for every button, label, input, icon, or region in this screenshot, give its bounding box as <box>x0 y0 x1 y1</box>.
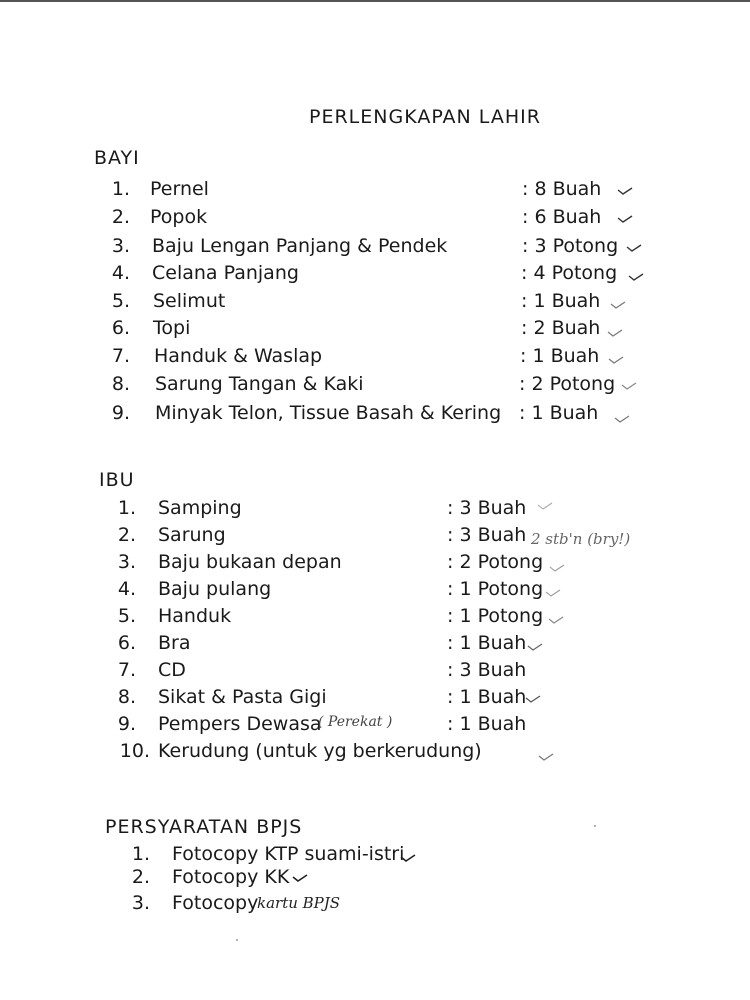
checkmark-icon <box>614 414 630 424</box>
checkmark-icon <box>617 186 633 196</box>
item-number: 7. <box>111 345 130 367</box>
item-name: Topi <box>153 317 191 339</box>
item-number: 3. <box>117 551 136 573</box>
item-quantity: : 8 Buah <box>522 178 602 200</box>
item-number: 1. <box>131 843 150 865</box>
item-name: Kerudung (untuk yg berkerudung) <box>158 740 482 762</box>
item-number: 6. <box>117 632 136 654</box>
item-number: 9. <box>111 402 130 424</box>
item-quantity: : 1 Buah <box>447 713 527 735</box>
item-number: 2. <box>117 524 136 546</box>
checkmark-icon <box>610 300 626 310</box>
checkmark-icon <box>537 501 553 511</box>
checkmark-icon <box>626 243 642 253</box>
section-heading-bayi: BAYI <box>94 147 140 169</box>
item-name: Fotocopy KTP suami-istri <box>172 843 405 865</box>
item-name: Samping <box>158 497 242 519</box>
checkmark-icon <box>621 381 637 391</box>
item-number: 1. <box>111 178 130 200</box>
item-name: Handuk & Waslap <box>154 345 323 367</box>
item-number: 6. <box>111 317 130 339</box>
item-number: 2. <box>111 206 130 228</box>
item-number: 2. <box>131 866 150 888</box>
item-quantity: : 3 Buah <box>447 497 527 519</box>
item-name: Sarung Tangan & Kaki <box>155 373 364 395</box>
scan-speck <box>594 825 596 827</box>
item-quantity: : 3 Potong <box>522 235 619 257</box>
item-number: 4. <box>111 262 130 284</box>
item-number: 9. <box>117 713 136 735</box>
checkmark-icon <box>549 563 565 573</box>
item-name: Baju Lengan Panjang & Pendek <box>152 235 448 257</box>
item-name: Pempers Dewasa <box>158 713 322 735</box>
item-number: 10. <box>119 740 150 762</box>
item-number: 1. <box>117 497 136 519</box>
item-name: Minyak Telon, Tissue Basah & Kering <box>155 402 502 424</box>
item-number: 7. <box>117 659 136 681</box>
item-name: Baju bukaan depan <box>158 551 342 573</box>
item-quantity: : 3 Buah <box>447 659 527 681</box>
checkmark-icon <box>617 214 633 224</box>
item-number: 4. <box>117 578 136 600</box>
item-quantity: : 4 Potong <box>521 262 618 284</box>
item-number: 8. <box>117 686 136 708</box>
handwritten-note-pempers: ( Perekat ) <box>318 714 393 730</box>
checkmark-icon <box>608 355 624 365</box>
checkmark-icon <box>607 328 623 338</box>
item-quantity: : 1 Buah <box>521 290 601 312</box>
handwritten-note-sarung: 2 stb'n (bry!) <box>531 530 631 548</box>
scan-speck <box>236 939 238 941</box>
checkmark-icon <box>545 588 561 598</box>
item-name: Sikat & Pasta Gigi <box>158 686 327 708</box>
item-number: 3. <box>131 892 150 914</box>
item-quantity: : 2 Buah <box>521 317 601 339</box>
item-quantity: : 1 Buah <box>447 632 527 654</box>
checkmark-icon <box>628 272 644 282</box>
item-quantity: : 1 Buah <box>520 345 600 367</box>
checkmark-icon <box>548 615 564 625</box>
page-top-edge <box>0 0 750 2</box>
item-name: Fotocopy <box>172 892 259 914</box>
item-quantity: : 2 Potong <box>447 551 544 573</box>
item-quantity: : 3 Buah <box>447 524 527 546</box>
item-quantity: : 1 Buah <box>447 686 527 708</box>
item-name: Handuk <box>158 605 232 627</box>
item-name: CD <box>158 659 186 681</box>
item-name: Popok <box>150 206 208 228</box>
item-quantity: : 6 Buah <box>522 206 602 228</box>
section-heading-bpjs: PERSYARATAN BPJS <box>105 816 303 838</box>
checkmark-icon <box>538 752 554 762</box>
item-number: 5. <box>117 605 136 627</box>
document-title: PERLENGKAPAN LAHIR <box>309 106 541 128</box>
handwritten-kartu-bpjs: kartu BPJS <box>257 894 341 912</box>
item-quantity: : 1 Potong <box>447 605 544 627</box>
checkmark-icon <box>527 642 543 652</box>
item-number: 5. <box>111 290 130 312</box>
item-name: Pernel <box>150 178 209 200</box>
item-quantity: : 1 Potong <box>447 578 544 600</box>
checkmark-icon <box>400 853 416 863</box>
item-name: Fotocopy KK <box>172 866 290 888</box>
item-number: 8. <box>111 373 130 395</box>
section-heading-ibu: IBU <box>99 469 135 491</box>
item-name: Selimut <box>153 290 226 312</box>
item-name: Celana Panjang <box>152 262 299 284</box>
checkmark-icon <box>525 694 541 704</box>
item-name: Sarung <box>158 524 226 546</box>
item-quantity: : 1 Buah <box>519 402 599 424</box>
item-quantity: : 2 Potong <box>519 373 616 395</box>
checkmark-icon <box>292 873 308 883</box>
item-name: Baju pulang <box>158 578 272 600</box>
item-name: Bra <box>158 632 191 654</box>
item-number: 3. <box>111 235 130 257</box>
